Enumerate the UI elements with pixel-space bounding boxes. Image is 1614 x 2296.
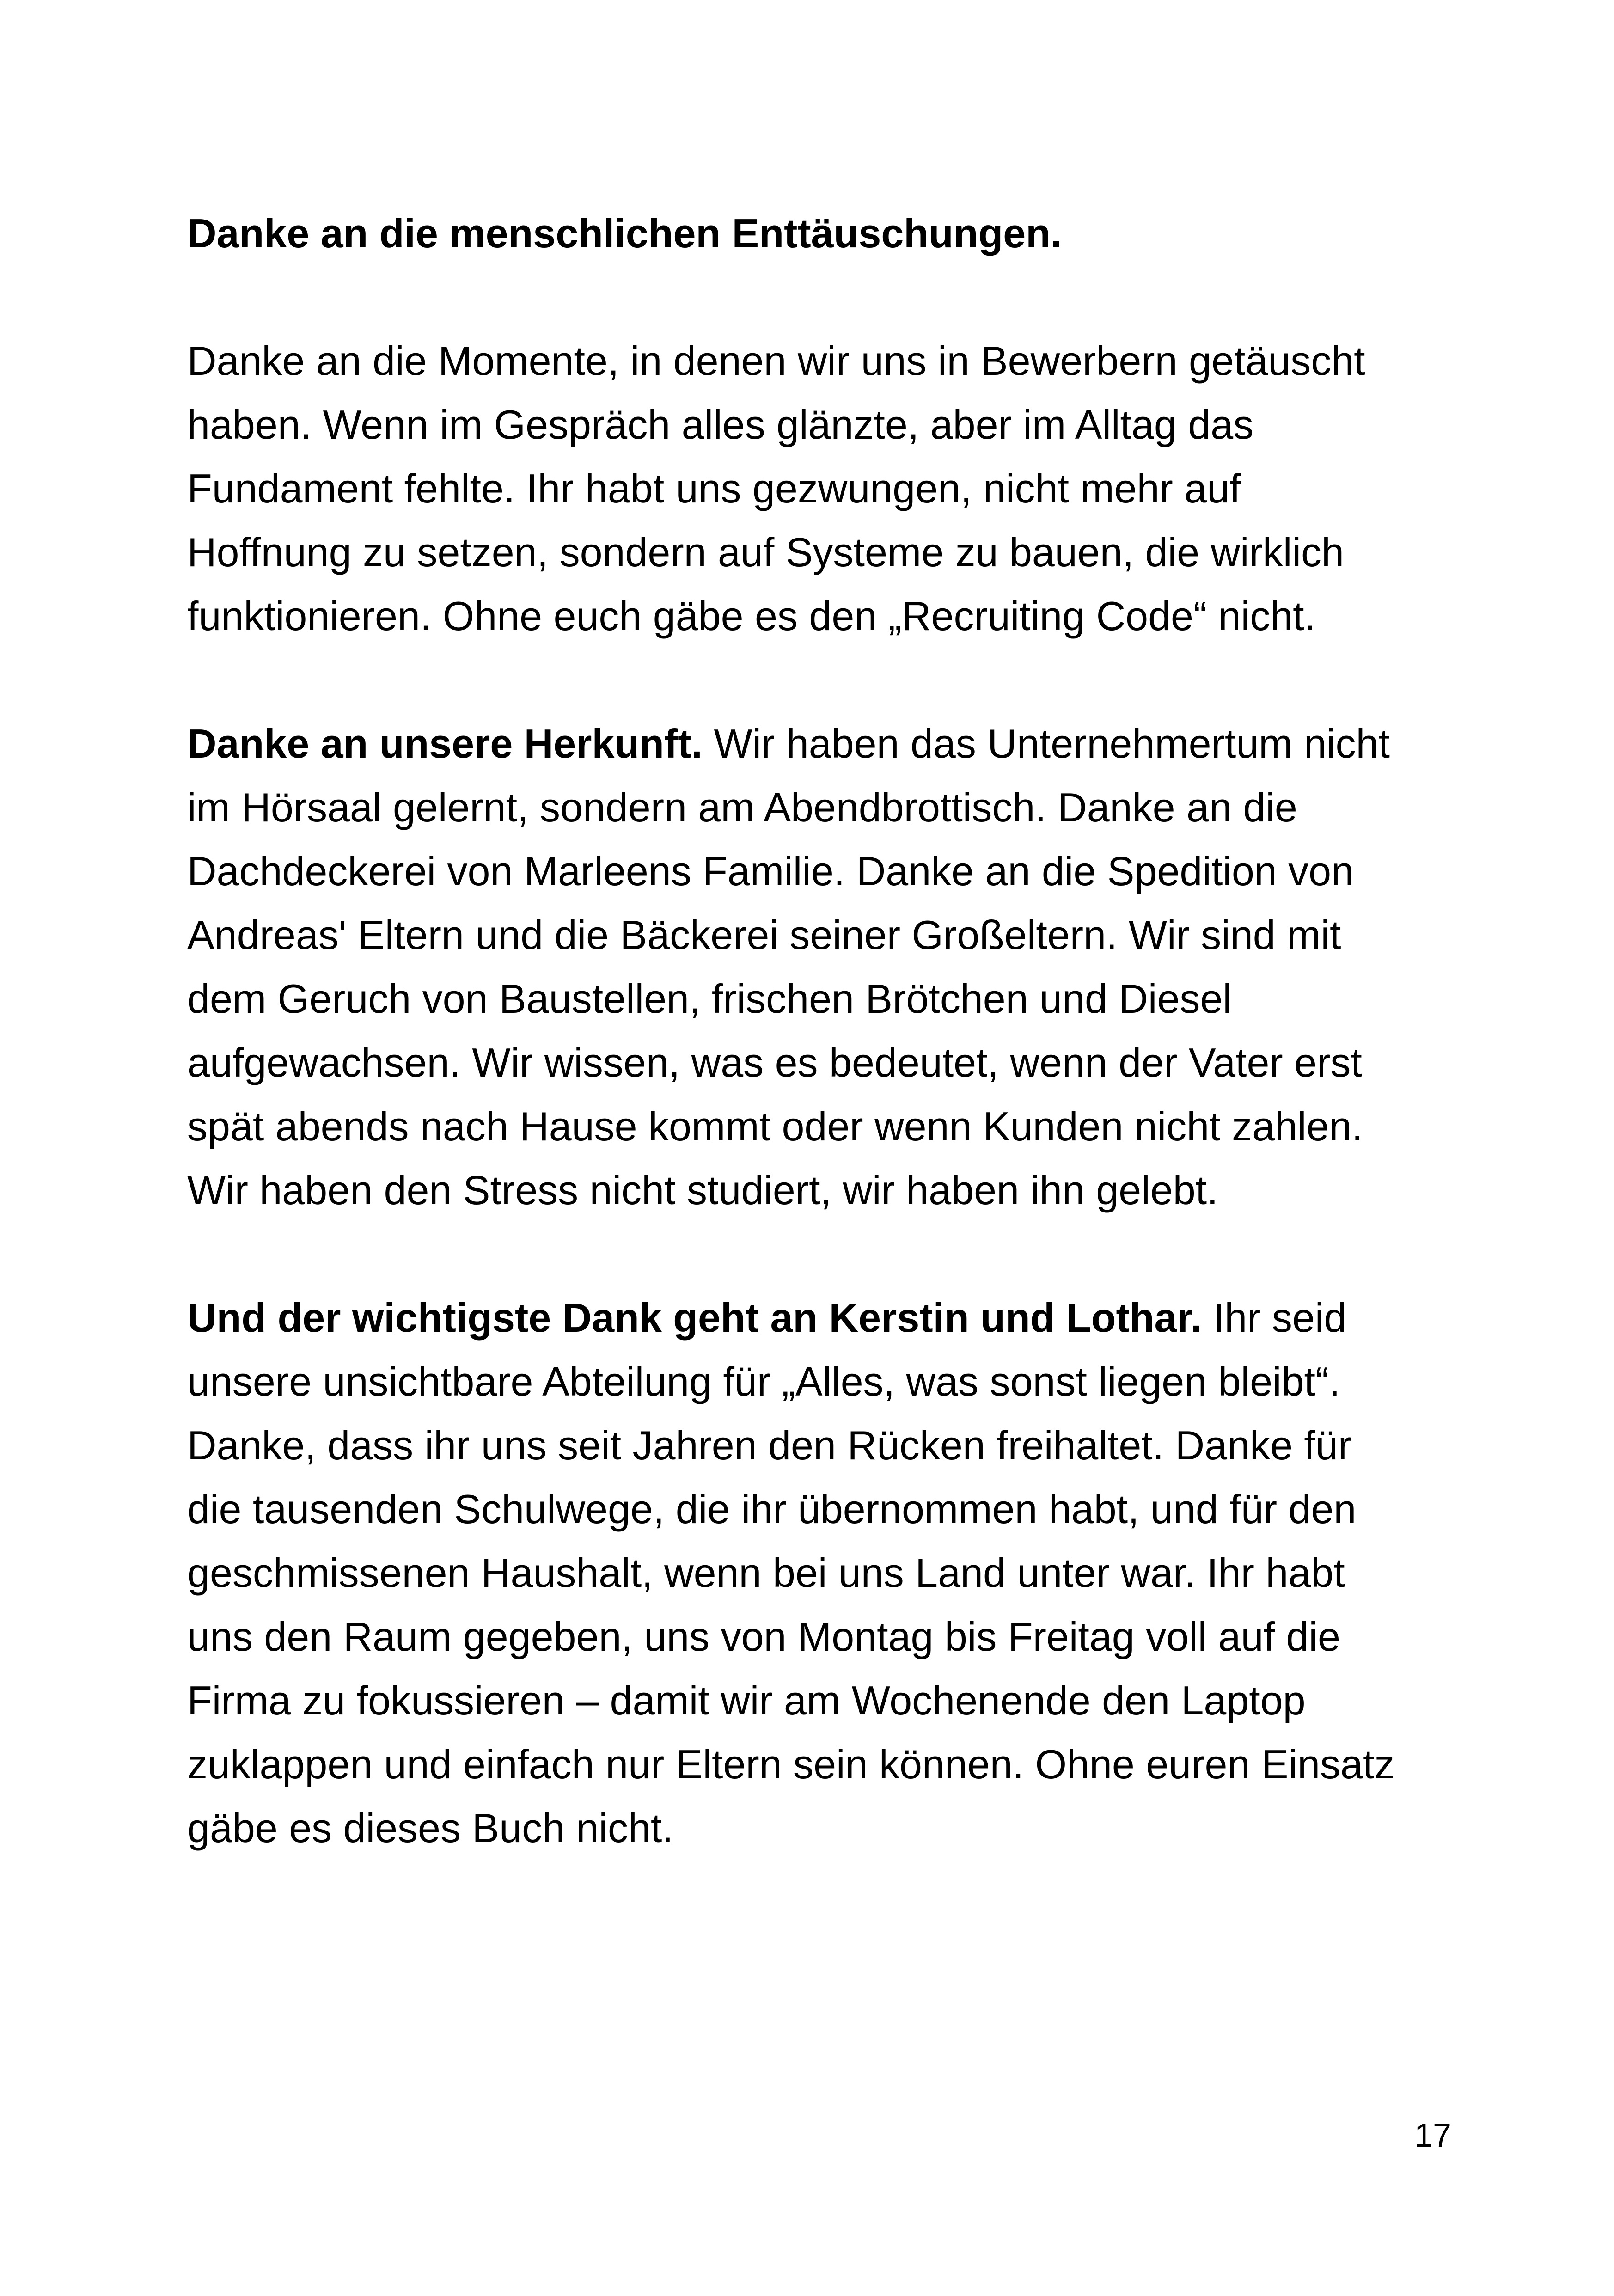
text-line: uns den Raum gegeben, uns von Montag bis Freitag voll auf die — [187, 1614, 1340, 1659]
paragraph-lead: Und der wichtigste Dank geht an Kerstin und Lothar. — [187, 1295, 1202, 1341]
text-run: Wir haben das Unternehmertum nicht — [703, 721, 1390, 766]
text-line: zuklappen und einfach nur Eltern sein können. Ohne euren Einsatz — [187, 1741, 1395, 1787]
paragraph-family-thanks — [187, 1286, 1472, 1860]
section-heading: Danke an die menschlichen Enttäuschungen. — [187, 210, 1062, 256]
text-line: spät abends nach Hause kommt oder wenn Kunden nicht zahlen. — [187, 1103, 1363, 1149]
text-line: Fundament fehlte. Ihr habt uns gezwungen, nicht mehr auf — [187, 465, 1241, 511]
text-line: haben. Wenn im Gespräch alles glänzte, aber im Alltag das — [187, 402, 1254, 447]
text-line: Firma zu fokussieren – damit wir am Wochenende den Laptop — [187, 1678, 1306, 1723]
page-number: 17 — [1414, 2117, 1451, 2154]
text-line — [187, 712, 1472, 776]
text-line: Andreas' Eltern und die Bäckerei seiner Großeltern. Wir sind mit — [187, 912, 1341, 958]
text-line: gäbe es dieses Buch nicht. — [187, 1805, 673, 1851]
text-line: aufgewachsen. Wir wissen, was es bedeutet, wenn der Vater erst — [187, 1040, 1362, 1085]
text-line: funktionieren. Ohne euch gäbe es den „Recruiting Code“ nicht. — [187, 593, 1316, 639]
text-line: die tausenden Schulwege, die ihr übernommen habt, und für den — [187, 1486, 1357, 1532]
text-line: Wir haben den Stress nicht studiert, wir haben ihn gelebt. — [187, 1167, 1218, 1213]
text-line: im Hörsaal gelernt, sondern am Abendbrottisch. Danke an die — [187, 784, 1297, 830]
text-line: Hoffnung zu setzen, sondern auf Systeme zu bauen, die wirklich — [187, 529, 1344, 575]
text-line: geschmissenen Haushalt, wenn bei uns Land unter war. Ihr habt — [187, 1550, 1345, 1596]
acknowledgements-text — [187, 202, 1472, 1860]
paragraph-lead: Danke an unsere Herkunft. — [187, 721, 703, 766]
paragraph-disappointments — [187, 329, 1472, 648]
text-run: Ihr seid — [1202, 1295, 1347, 1341]
text-line: Dachdeckerei von Marleens Familie. Danke an die Spedition von — [187, 848, 1354, 894]
paragraph-origin — [187, 712, 1472, 1222]
text-line: Danke an die Momente, in denen wir uns in Bewerbern getäuscht — [187, 338, 1365, 384]
text-line: unsere unsichtbare Abteilung für „Alles, was sonst liegen bleibt“. — [187, 1359, 1340, 1404]
text-line: dem Geruch von Baustellen, frischen Brötchen und Diesel — [187, 976, 1232, 1022]
text-line: Danke, dass ihr uns seit Jahren den Rücken freihaltet. Danke für — [187, 1422, 1352, 1468]
text-line — [187, 1286, 1472, 1350]
